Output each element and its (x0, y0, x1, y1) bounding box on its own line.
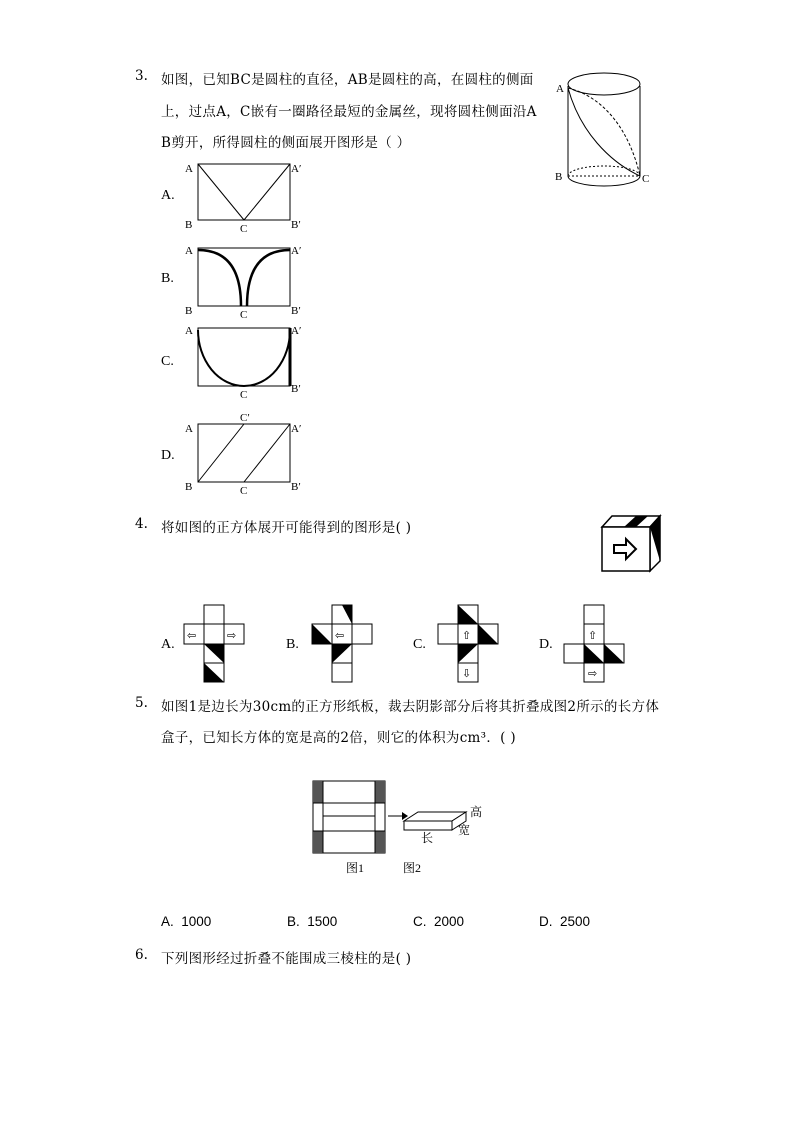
svg-text:⇧: ⇧ (588, 630, 598, 642)
q3-option-c-figure[interactable] (183, 322, 308, 402)
svg-text:C: C (240, 389, 248, 401)
q3-option-b-figure[interactable] (183, 242, 308, 322)
q4-text: 将如图的正方体展开可能得到的图形是( ) (161, 520, 412, 536)
svg-text:A: A (185, 325, 193, 337)
q5-number: 5. (135, 695, 148, 711)
svg-text:⇨: ⇨ (588, 668, 598, 680)
svg-text:A′: A′ (291, 423, 302, 435)
q4-option-b-figure[interactable] (308, 603, 376, 683)
svg-text:B: B (185, 219, 193, 231)
svg-text:⇦: ⇦ (335, 630, 345, 642)
svg-text:B′: B′ (291, 219, 301, 231)
q3-number: 3. (135, 68, 148, 84)
q3-option-d-figure[interactable] (183, 410, 308, 500)
svg-text:A: A (185, 423, 193, 435)
q3-option-c-label[interactable]: C. (161, 354, 174, 369)
svg-text:A: A (185, 163, 193, 175)
q5-option-b[interactable]: B. 1500 (287, 914, 338, 929)
svg-text:B: B (185, 481, 193, 493)
svg-text:B′: B′ (291, 481, 301, 493)
cube-figure (598, 513, 668, 575)
q5-option-d[interactable]: D. 2500 (539, 914, 591, 929)
cyl-label-b: B (555, 171, 563, 183)
q3-line3: B剪开，所得圆柱的侧面展开图形是（ ） (161, 135, 411, 151)
svg-text:C′: C′ (240, 412, 250, 424)
fig1-caption: 图1 (346, 861, 365, 875)
q3-option-a-label[interactable]: A. (161, 188, 175, 203)
q4-option-a-figure[interactable] (180, 603, 248, 683)
svg-text:B: B (185, 305, 193, 317)
svg-text:⇩: ⇩ (462, 668, 472, 680)
svg-text:C: C (240, 309, 248, 321)
q3-option-a-figure[interactable] (183, 160, 308, 235)
q6-text: 下列图形经过折叠不能围成三棱柱的是( ) (161, 951, 412, 967)
svg-text:A′: A′ (291, 325, 302, 337)
svg-text:⇧: ⇧ (462, 630, 472, 642)
svg-text:C: C (240, 223, 248, 235)
q6-number: 6. (135, 947, 148, 963)
dim-long: 长 (421, 831, 434, 845)
dim-high: 高 (470, 805, 483, 819)
q4-option-d-label[interactable]: D. (539, 637, 553, 652)
q5-figure (308, 776, 508, 881)
q3-option-d-label[interactable]: D. (161, 448, 175, 463)
q5-option-c[interactable]: C. 2000 (413, 914, 465, 929)
q5-line2: 盒子，已知长方体的宽是高的2倍，则它的体积为cm³．( ) (161, 730, 516, 746)
svg-text:A: A (185, 245, 193, 257)
svg-text:C: C (240, 485, 248, 497)
q4-option-c-label[interactable]: C. (413, 637, 426, 652)
fig2-caption: 图2 (403, 861, 422, 875)
cylinder-figure (550, 72, 660, 187)
q3-line1: 如图，已知BC是圆柱的直径，AB是圆柱的高，在圆柱的侧面 (161, 72, 534, 88)
svg-text:A′: A′ (291, 245, 302, 257)
dim-wide: 宽 (458, 823, 471, 837)
q5-option-a[interactable]: A. 1000 (161, 914, 212, 929)
q4-number: 4. (135, 516, 148, 532)
q4-option-b-label[interactable]: B. (286, 637, 299, 652)
q4-option-d-figure[interactable] (560, 603, 628, 683)
svg-text:⇦: ⇦ (187, 630, 197, 642)
q5-line1: 如图1是边长为30cm的正方形纸板，裁去阴影部分后将其折叠成图2所示的长方体 (161, 699, 660, 715)
cyl-label-a: A (556, 83, 564, 95)
q4-option-c-figure[interactable] (434, 603, 502, 683)
cyl-label-c: C (642, 173, 650, 185)
q3-option-b-label[interactable]: B. (161, 271, 174, 286)
svg-text:⇨: ⇨ (227, 630, 237, 642)
svg-text:B′: B′ (291, 305, 301, 317)
q4-option-a-label[interactable]: A. (161, 637, 175, 652)
svg-text:B′: B′ (291, 383, 301, 395)
q3-line2: 上，过点A，C嵌有一圈路径最短的金属丝，现将圆柱侧面沿A (161, 104, 537, 120)
svg-text:A′: A′ (291, 163, 302, 175)
